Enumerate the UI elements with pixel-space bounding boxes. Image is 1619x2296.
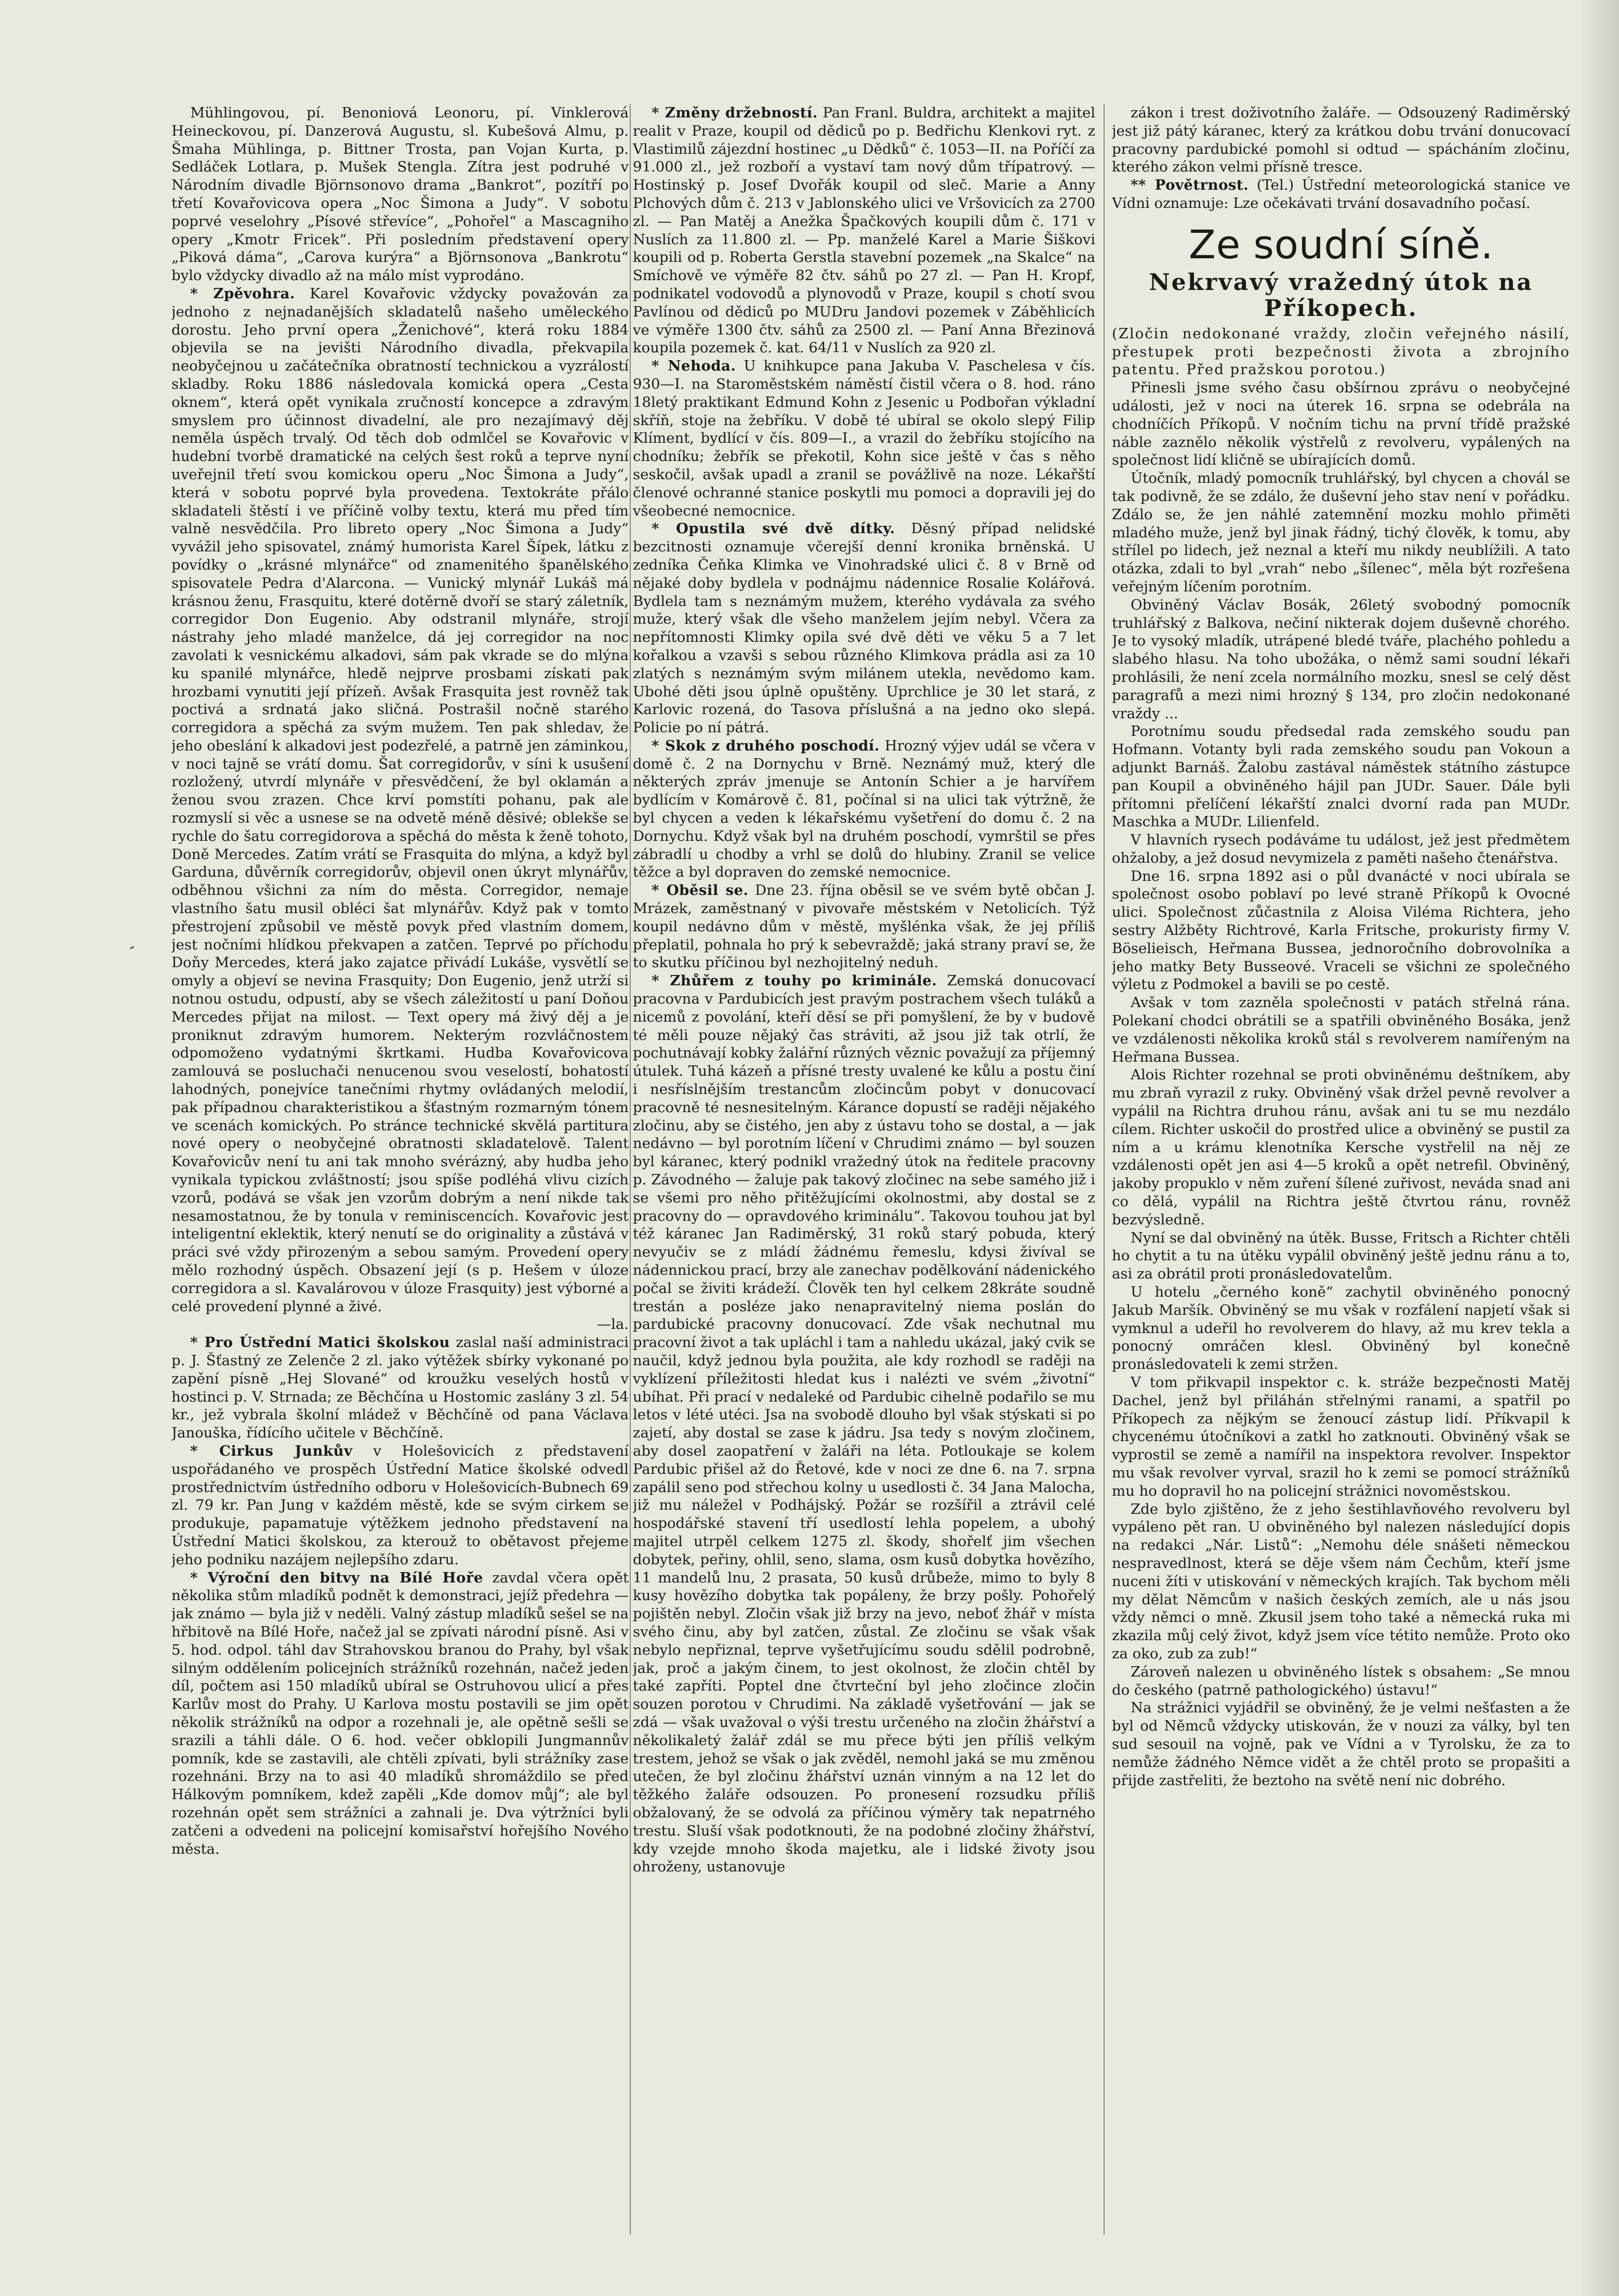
- article-notice: [633, 881, 1095, 972]
- notice-body: Hrozný výjev udál se včera v domě č. 2 na Dornychu v Brně. Neznámý muž, který dle některých zpráv jmenuje se Antonín Schier a je harvířem bydlícím v Komárově č. 81, počínal si na ulici tak výtržně, že byl chycen a veden k lékařskému vyšetření do domu č. 2 na Dornychu. Když však byl na druhém poschodí, vymrštil se přes zábradlí u chodby a vrhl se dolů do hlubiny. Zranil se velice těžce a byl dopraven do zemské nemocnice.: [633, 737, 1095, 881]
- article-notice: [633, 972, 1095, 1876]
- article-paragraph: Na strážnici vyjádřil se obviněný, že je velmi nešťasten a že byl od Němců vždycky utiskován, že v nouzi za války, byl ten sud sesouil na vojně, pak ve Vídni a v Tyrolsku, že za to nemůže žádného Němce vidět a že chtěl proto se propašiti a přijde zastřeliti, že beztoho na světě není nic dobrého.: [1112, 1699, 1570, 1789]
- notice-heading: * Nehoda.: [652, 358, 736, 375]
- article-paragraph: V hlavních rysech podáváme tu událost, jež jest předmětem ohžaloby, a jež dosud nevymizela z paměti našeho čtenářstva.: [1112, 832, 1570, 866]
- notice-body: (Tel.) Ústřední meteorologická stanice ve Vídni oznamuje: Lze očekávati trvání dosavadního počasí.: [1112, 177, 1570, 212]
- notice-heading: * Cirkus Junkův: [190, 1442, 353, 1459]
- notice-heading: * Pro Ústřední Matici školskou: [190, 1334, 450, 1351]
- article-paragraph: Útočník, mladý pomocník truhlářský, byl chycen a chovál se tak podivně, že se zdálo, že duševní jeho stav není v pořádku. Zdálo se, že jen náhlé zatemnění mozku mohlo přiměti mladého muže, jenž byl jinak řádný, tichý člověk, k tomu, aby střílel po lidech, jež neznal a kteří mu nikdy neublížili. A tato otázka, zdali to byl „vrah“ nebo „šílenec“, měla být rozřešena veřejným líčením porotním.: [1112, 470, 1570, 595]
- notice-body: Děsný případ nelidské bezcitnosti oznamuje včerejší denní kronika brněnská. U zedníka Čeňka Klimka ve Vinohradské ulici č. 8 v Brně od nějaké doby bydlela v podnájmu nádennice Rosalie Kolářová. Bydlela tam s neznámým mužem, kterého vydávala za svého muže, který však dle všeho manželem jejím nebyl. Včera za nepřítomnosti Klimky opila své dvě děti ve věku 5 a 7 let kořalkou a vzavši s sebou různého Klimkova prádla asi za 10 zlatých s neznámým svým milánem utekla, nevědomo kam. Ubohé děti jsou úplně opuštěny. Uprchlice je 30 let stará, z Karlovic rozená, do Tasova příslušná a na jedno oko slepá. Policie po ní pátrá.: [633, 520, 1095, 736]
- page-edge-shadow: [1582, 0, 1619, 2296]
- article-notice: [633, 737, 1095, 881]
- article-notice: [171, 1442, 629, 1569]
- article-paragraph: Zároveň nalezen u obviněného lístek s obsahem: „Se mnou do českého (patrně pathologického) ústavu!“: [1112, 1663, 1570, 1698]
- notice-body: zavdal včera opět několika stům mladíků podnět k demonstraci, jejíž předehra — jak známo — byla již v neděli. Valný zástup mladíků sešel se na hřbitově na Bílé Hoře, načež jal se zpívati národní písně. Asi v 5. hod. odpol. táhl dav Strahovskou branou do Prahy, byl však silným oddělením policejních strážníků rozehnán, načež jeden díl, počtem asi 150 mladíků ubíral se Ostruhovou ulicí a přes Karlův most do Prahy. U Karlova mostu postavili se jim opět několik strážníků na odpor a rozehnali je, ale opětně sešli se srazili a táhli dále. O 6. hod. večer obklopili Jungmannův pomník, kde se zastavili, ale chtěli zpívati, byli strážníky zase rozehnáni. Brzy na to asi 40 mladíků shromáždilo se před Hálkovým pomníkem, kdež zapěli „Kde domov můj“; ale byl rozehnán opět sem strážníci a zahnali je. Dva výtržníci byli zatčeni a odvedeni na policejní komisařství hořejšího Nového města.: [171, 1569, 629, 1857]
- column-rule: [1104, 104, 1105, 2235]
- article-paragraph: Dne 16. srpna 1892 asi o půl dvanácté v noci ubírala se společnost osobo poblaví po levé straně Příkopů k Ovocné ulici. Společnost zůčastnila z Aloisa Viléma Richtera, jeho sestry Alžběty Richtrové, Karla Fritsche, prokuristy firmy V. Böselieisch, Heřmana Busseа, jednoročního dobrovolníka a jeho matky Bety Busseové. Vraceli se všichni ze společného výletu z Podmokel a bavili se po cestě.: [1112, 867, 1570, 993]
- notice-body: zaslal naší administraci p. J. Šťastný ze Zelenče 2 zl. jako výtěžek sbírky vykonané po zapění písně „Hej Slované“ od kroužku veselých hostů v hostinci p. V. Strnada; ze Běchčína u Hostomic zaslány 3 zl. 54 kr., jež vybrala školní mládež v Běchčíně od pana Václava Janouška, řídícího učitele v Běchčíně.: [171, 1334, 629, 1442]
- article-lead: (Zločin nedokonané vraždy, zločin veřejného násilí, přestupek proti bezpečnosti života a zbrojního patentu. Před pražskou porotou.): [1112, 325, 1570, 378]
- notice-body: v Holešovicích z představení uspořádaného ve prospěch Ústřední Matice školské odvedl prostřednictvím ústředního odboru v Holešovicích-Bubnech 69 zl. 79 kr. Pan Jung v každém městě, kde se svým cirkem se produkuje, papamatuje výtěžkem jednoho představení na Ústřední Matici školskou, za kterouž to obětavost přejeme jeho podniku nazájem nejlepšího zdaru.: [171, 1442, 629, 1568]
- notice-heading: * Výroční den bitvy na Bílé Hoře: [190, 1569, 483, 1586]
- article-paragraph: V tom přikvapil inspektor c. k. stráže bezpečnosti Matěj Dachel, jenž byl přiláhán střelnými ranami, a spatřil po Příkopech za nějkým se ženoucí zástup lidí. Příkvapil k chycenému útočníkovi a zatkl ho zatknouti. Obviněný však se vyprostil se země a namířil na inspektora revolver. Inspektor mu však revolver vyrval, srazil ho k zemi se pomocí strážníků mu ho dopravil ho na policejní strážnici novoměstskou.: [1112, 1374, 1570, 1499]
- notice-heading: * Zpěvohra.: [190, 285, 295, 302]
- article-paragraph: Porotnímu soudu předsedal rada zemského soudu pan Hofmann. Votanty byli rada zemského soudu pan Vokoun a adjunkt Barnáš. Žalobu zastával náměstek státního zástupce pan Koupil a obviněného hájil pan JUDr. Sauer. Dále byli přítomni přelíčení lékařští znalci dvorní rada pan MUDr. Maschka a MUDr. Lilienfeld.: [1112, 723, 1570, 830]
- article-paragraph: Obviněný Václav Bosák, 26letý svobodný pomocník truhlářský z Balkova, nečiní nikterak dojem duševně chorého. Je to vysoký mladík, utrápené bledé tváře, plachého pohledu a slabého hlasu. Na toho ubožáka, o němž sami soudní lékaři prohlásili, že není zcela normálního mozku, snesl se celý děst paragrafů a mezi nimi hrozný § 134, pro zločin nedokonané vraždy ...: [1112, 596, 1570, 722]
- column-left: [171, 104, 629, 2240]
- column-rule: [630, 104, 631, 2235]
- notice-heading: * Skok z druhého poschodí.: [652, 737, 880, 754]
- article-paragraph: Nyní se dal obviněný na útěk. Busse, Fritsch a Richter chtěli ho chytit a tu na útěku vypálil obviněný ještě jednu ránu a to, asi za obrátil proti pronásledovatelům.: [1112, 1229, 1570, 1283]
- article-paragraph: Alois Richter rozehnal se proti obviněnému deštníkem, aby mu zbraň vyrazil z ruky. Obviněný však držel pevně revolver a vypálil na Richtra druhou ránu, avšak ani tu se mu nezdálo cílem. Richter uskočil do prostřed ulice a obviněný se pustil za ním a u krámu klenotníka Kersche vystřelil na něj ze vzdálenosti opět jen asi 4—5 kroků a opět netrefil. Obviněný, jakoby propuklo v něm zuření šílené zuřivost, neváda snad ani co dělá, vypálil na Richtra ještě čtvrtou ránu, rovněž bezvýsledně.: [1112, 1066, 1570, 1228]
- article-text: Mühlingovou, pí. Benoniová Leonoru, pí. Vinklerová Heineckovou, pí. Danzerová Augustu, sl. Kubešová Almu, p. Šmaha Mühlinga, p. Bittner Trosta, pan Vojan Kurta, p. Sedláček Lotlara, p. Mušek Stengla. Zítra jest podruhé v Národním divadle Björnsonovo drama „Bankrot“, pozítří po třetí Kovařovicova opera „Noc Šimona a Judy“. V sobotu poprvé veselohry „Písové střevíce“, „Pohořel“ a Mascagniho opery „Kmotr Fricek“. Při posledním představení opery „Piková dáma“, „Carova kurýra“ a Björnsonova „Bankrotu“ bylo vždycky divadlo až na málo míst vyprodáno.: [171, 104, 629, 284]
- article-notice: [633, 357, 1095, 520]
- notice-body: U knihkupce pana Jakuba V. Paschelesa v čís. 930—I. na Staroměstském náměstí čistil včera o 8. hod. ráno 18letý praktikant Edmund Kohn z Jesenic u Podbořan výkladní skříň, stoje na žebříku. V době té ubíral se okolo slepý Filip Klíment, bydlící v čís. 809—I., a vrazil do žebříku stojícího na chodníku; žebřík se překotil, Kohn sice ještě v čas s něho seskočil, avšak upadl a zranil se povážlivě na noze. Lékařští členové ochranné stanice poskytli mu pomoci a dopravili jej do všeobecné nemocnice.: [633, 358, 1095, 519]
- notice-heading: * Zhůřem z touhy po kriminále.: [652, 972, 937, 989]
- column-right: [1112, 104, 1570, 2240]
- notice-heading: * Oběsil se.: [652, 882, 749, 899]
- column-middle: [633, 104, 1095, 2240]
- article-notice: [171, 1569, 629, 1858]
- article-notice: [171, 1334, 629, 1442]
- notice-heading: * Změny držebností.: [652, 104, 818, 121]
- notice-body: Pan Franl. Buldra, architekt a majitel realit v Praze, koupil od dědiců po p. Bedřichu Klenkovi ryt. z Vlastimilů zájezdní hostinec „u Dědků“ č. 1053—II. na Poříčí za 91.000 zl., jež rozboří a vystaví tam nový dům třípatrový. — Hostinský p. Josef Dvořák koupil od sleč. Marie a Anny Plchových dům č. 213 v Jablonského ulici ve Vršovicích za 2700 zl. — Pan Matěj a Anežka Špačkových koupili dům č. 171 v Nuslích za 11.800 zl. — Pp. manželé Karel a Marie Šiškovi koupili od p. Roberta Gerstla stavební pozemek „na Skalce“ na Smíchově ve výměře 82 čtv. sáhů po 27 zl. — Pan H. Kropf, podnikatel vodovodů a plynovodů v Praze, koupil s chotí svou Pavlínou od dědiců po MUDru Jandovi pozemek v Záběhlicích ve výměře 1300 čtv. sáhů za 2500 zl. — Paní Anna Březinová koupila pozemek č. kat. 64/11 v Nuslích za 920 zl.: [633, 104, 1095, 357]
- ink-speck: [130, 946, 134, 949]
- article-notice: [633, 104, 1095, 357]
- notice-heading: * Opustila své dvě dítky.: [652, 520, 895, 537]
- article-notice: [1112, 176, 1570, 213]
- article-headline: Nekrvavý vražedný útok na Příkopech.: [1149, 269, 1533, 322]
- article-paragraph: Zde bylo zjištěno, že z jeho šestihlavňového revolveru byl vypáleno pět ran. U obviněného byl nalezen následující dopis na redakci „Nár. Listů“: „Nemohu déle snášeti německou nespravedlnost, která se děje všem nám Čechům, kteří jsme nuceni žíti v utiskování v německých krajích. Tak bychom měli my dělat Němcům v našich českých zemích, ale u nás jsou vždy němci o mně. Zkusil jsem toho také a německá ruka mi zkazila můj celý život, když jsem více tétito nemůže. Proto oko za oko, zub za zub!“: [1112, 1500, 1570, 1662]
- author-signature: —la.: [596, 1316, 629, 1333]
- notice-body: Karel Kovařovic vždycky považován za jednoho z nejnadanějších skladatelů našeho uměleckého dorostu. Jeho první opera „Ženichové“, která roku 1884 objevila se na jevišti Národního divadla, překvapila neobyčejnou u začátečníka obratností technickou a vyzrálostí skladby. Roku 1886 následovala komická opera „Cesta oknem“, která opět vynikala zručností koncepce a zdravým smyslem pro účinnost divadelní, ale pro nezajímavý děj neměla úspěch trvalý. Od těch dob odmlčel se Kovařovic v hudební tvorbě dramatické na celých šest roků a teprve nyní uveřejnil třetí svou komickou operu „Noc Šimona a Judy“, která v sobotu poprvé byla provedena. Textokráte přálo skladateli štěstí i ve příčině volby textu, která mu před tím valně nesvědčila. Pro libreto opery „Noc Šimona a Judy“ vyvážil jeho spisovatel, známý humorista Karel Šípek, látku z povídky o „krásné mlynářce“ od znamenitého španělského spisovatele Pedra d'Alarcona. — Vunický mlynář Lukáš má krásnou ženu, Frasquitu, které dotěrně dvoří se starý záletník, corregidor Don Eugenio. Aby odstranil mlynáře, strojí nástrahy jeho mladé manželce, dá jej corregidor na noc zavolati k vesnickému alkadovi, sám pak vkrade se do mlýna ku spanilé mlynářce, hledě nejprve prosbami získati pak hrozbami vynutiti její přízeň. Avšak Frasquita jest rovněž tak poctivá a srdnatá jako sličná. Postrašil nočně starého corregidora a spěchá za svým mužem. Ten pak shledav, že jeho obeslání k alkadovi jest podezřelé, a patrně jen záminkou, v noci tajně se vrátí domu. Šat corregidorův, v síni k usušení rozložený, utvrdí mlynáře v přesvědčení, že byl oklamán a ženou svou zrazen. Chce krví pomstíti pohanu, pak ale rozmyslí si věc a usnese se na odvetě méně děsivé; oblekše se rychle do šatu corregidorova a spěchá do města k ženě tohoto, Doně Mercedes. Zatím vrátí se Frasquita do mlýna, a když byl Garduna, důvěrník corregidorův, objevil onen úkryt mlynářův, odběhnou všichni za ním do města. Corregidor, nemaje vlastního šatu musil obléci šat mlynářův. Když pak v tomto přestrojení způsobil ve městě povyk před vlastním domem, jest nočními hlídkou překvapen a zatčen. Teprvé po příchodu Doňy Mercedes, která jako zajatce přivádí Lukáše, vysvětlí se omyly a objeví se nevina Frasquity; Don Eugenio, jenž utrží si notnou ostudu, odpustí, aby se všech záležitostí u paní Doňou Mercedes přijat na milost. — Text opery má živý děj a je proniknut zdravým humorem. Nekterým rozvláčnostem odpomoženo vydatnými škrtkami. Hudba Kovařovicova zamlouvá se posluchači nenucenou svou veselostí, bohatostí lahodných, ponejvíce tanečními rhytmy ovládaných melodií, pak případnou charakteristikou a šťastným rozmarným tónem ve scenách komických. Po stránce technické skvělá partitura nové opery o neobyčejné obratnosti skladatelově. Talent Kovařovicův není tu ani tak mnoho svérázný, aby hudba jeho vynikala typickou zvláštností; jsou spíše podléhá vlivu cizích vzorů, podává se však jen vzorům dobrým a není nikde tak nesamostatnou, že by tonula v reminiscencích. Kovařovic jest inteligentní eklektik, který nenutí se do originality a zůstává v práci své vždy přirozeným a sebou samým. Provedení opery mělo rozhodný úspěch. Obsazení její (s p. Hešem v úloze corregidora a sl. Kavalárovou v úloze Frasquity) jest výborné a celé provedení plynné a živé.: [171, 285, 629, 1315]
- article-paragraph: Přinesli jsme svého času obšírnou zprávu o neobyčejné události, jež v noci na úterek 16. srpna se odebrála na chodníčích Příkopů. V nočním tichu na první třídě pražské náble zaznělo několik výstřelů z revolveru, vypálených na společnost lidí kličně se ubírajících domů.: [1112, 379, 1570, 469]
- article-paragraph: U hotelu „černého koně“ zachytil obviněného ponocný Jakub Maršík. Obviněný se mu však v rozfálení napjetí však si vymknul a udeřil ho revolverem do hlavy, až mu krev tekla a ponocný omráčen klesl. Obviněný byl konečně pronásledovateli k zemi stržen.: [1112, 1284, 1570, 1373]
- notice-heading: ** Povětrnost.: [1131, 177, 1249, 194]
- section-title: Ze soudní síně.: [1188, 221, 1494, 268]
- article-paragraph: Avšak v tom zazněla společnosti v patách střelná rána. Polekaní chodci obrátili se a spatřili obviněného Bosáka, jenž ve vzdálenosti několika kroků stál s revolverem namířeným na Heřmana Bussea.: [1112, 994, 1570, 1065]
- notice-body: Zemská donucovací pracovna v Pardubicích jest pravým postrachem všech tuláků a nicemů z povolání, kteří děsí se při pomyšlení, že by v budově té měli pouze nějaký čas stráviti, až jsou již tak otrlí, že pochutnávají kobky žalářní různých věznic považují za příjemný útulek. Tuhá kázeň a přísné tresty uvalené ke kůlu a postu činí i nesříslnějším trestancům zločincům pobyt v donucovací pracovně té nesnesitelným. Kárance dopustí se raději nějakého zločinu, aby se čistého, jen aby z ústavu toho se dostal, a — jak nedávno — byl porotním líčení v Chrudimi známo — byl souzen byl káranec, který podnikl vražedný útok na ředitele pracovny p. Závodného — žaluje pak takový zločinec na sebe samého již i se všemi pro něho přitěžujícími okolnostmi, aby dostal se z pracovny do — opravdového kriminálu“. Takovou touhou jat byl též káranec Jan Radiměrský, 31 roků starý pobuda, který nevyučiv se z mládí žádnému řemeslu, kdysi živíval se nádennickou prací, brzy ale zanechav podělkování nádenického počal se živiti krádeží. Člověk ten hyl celkem 28kráte soudně trestán a posléze jako nenapravitelný niema poslán do pardubické pracovny donucovací. Zde však nechutnal mu pracovní život a tak upláchl i tam a nahledu ukázal, jaký cvik se naučil, když jednou byla použita, ale kdy rozhodl se raději na vyklízení příležitosti hledat kus i nalézti ve svém „životní“ ubíhat. Při prací v nedaleké od Pardubic cihelně podařilo se mu letos v lété utéci. Jsa na svobodě dlouho byl však stýskati si po zajetí, aby dostal se zase k jádru. Jsa tedy s novým zločinem, aby dosel zaopatření v žaláři na léta. Potloukaje se kolem Pardubic přišel až do Řetové, kde v noci ze dne 6. na 7. srpna zapálil seno pod střechou kolny u usedlosti č. 34 Jana Malocha, již mu náležel v Podhájský. Požár se rozšířil a ztrávil celé hospodářské stavení tří usedlostí lehla popelem, a ubohý majitel utrpěl celkem 1275 zl. škody, shořelť jim všechen dobytek, peřiny, ohlil, seno, slama, osm kusů dobytka hovězího, 11 mandelů lnu, 2 prasata, 50 kusů drůbeže, mimo to byly 8 kusy hovězího dobytka tak popáleny, že brzy pošly. Pohořelý pojištěn nebyl. Zločin však již brzy na jevo, neboť žhář v místa svého činu, aby byl zatčen, zůstal. Ze zločinu se však však nebylo nepřiznal, teprve vyšetřujícímu soudu sdělil podrobně, jak, proč a jakým činem, to jest okolnost, že zločin chtěl by také zapříti. Poptel dne čtvrteční byl jeho zločince zločin souzen porotou v Chrudimi. Na základě vyšetřování — jak se zdá — však uvažoval o výši trestu určeného na zločin žhářství a několikaletý žalář zdál se mu přece býti jen příliš velkým trestem, jehož se však o jak zvěděl, nemohl jaká se mu změnou utečen, že byl zločinu žhářství uznán vinným a na 12 let do těžkého žaláře odsouzen. Po pronesení rozsudku příliš obžalovaný, že se odvolá za příčinou výměry tak nepatrného trestu. Sluší však podotknouti, že na podobné zločiny žhářství, kdy vzejde mnoho škoda majetku, ale i lidské životy jsou ohroženy, ustanovuje: [633, 972, 1095, 1876]
- article-notice: [171, 285, 629, 1315]
- article-notice: [633, 520, 1095, 737]
- article-text: zákon i trest doživotního žaláře. — Odsouzený Radiměrský jest již pátý káranec, který za krátkou dobu trvání donucovací pracovny pardubické pomohl si odtud — spácháním zločinu, kterého zákon velmi přísně tresce.: [1112, 104, 1570, 176]
- notice-body: Dne 23. října oběsil se ve svém bytě občan J. Mrázek, zaměstnaný v pivovaře městském v Netolicích. Týž koupil nedávno dům v městě, myšlénka však, že jej příliš přeplatil, pohnala ho prý k sebevraždě; jaká strany praví se, že to skutku příčinou byl nezhojitelný neduh.: [633, 882, 1095, 971]
